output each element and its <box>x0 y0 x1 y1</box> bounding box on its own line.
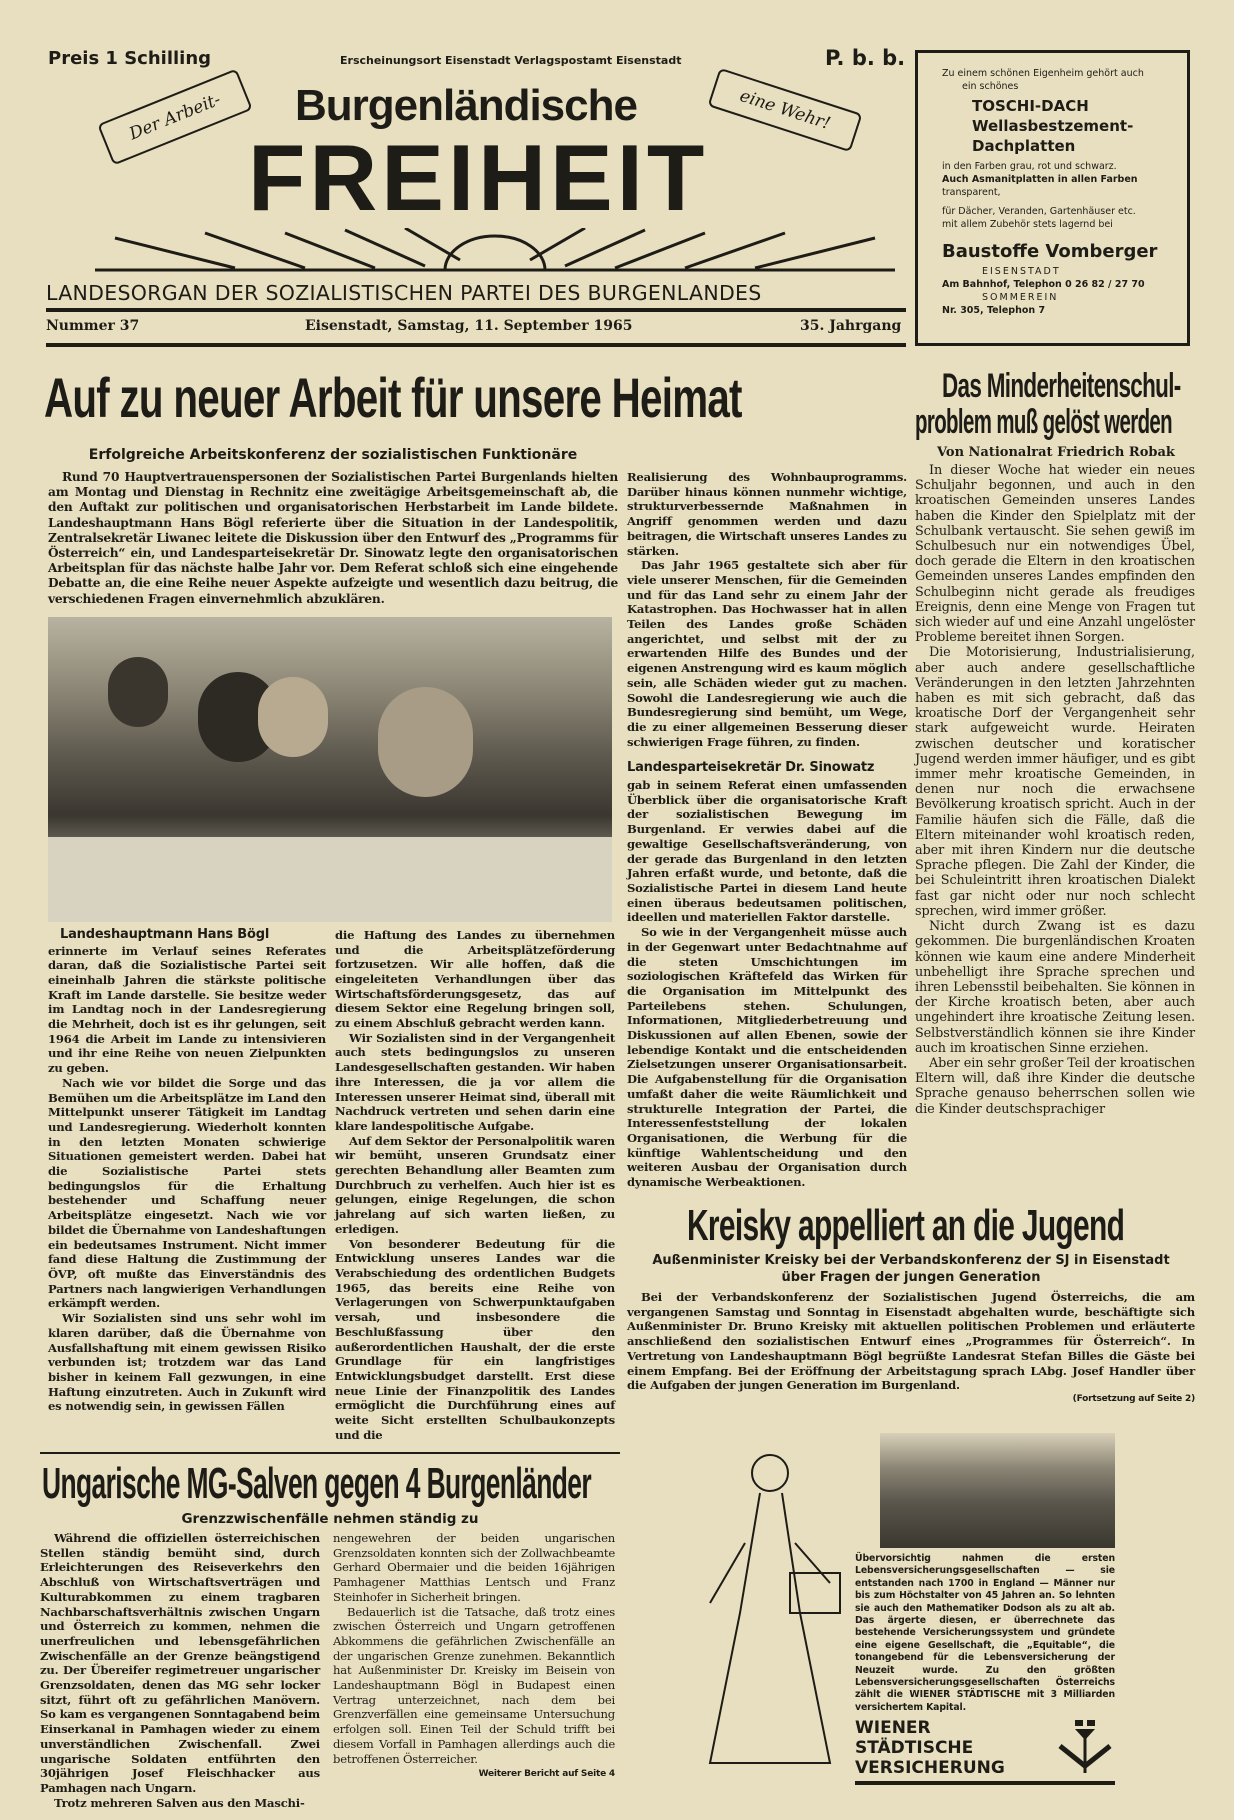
main-column-3 <box>627 470 907 1190</box>
ad-address: Nr. 305, Telephon 7 <box>942 305 1046 316</box>
hungary-headline: Ungarische MG-Salven gegen 4 Burgenländer <box>42 1459 592 1508</box>
paragraph: Trotz mehreren Salven aus den Maschi- <box>54 1795 305 1810</box>
ad-line: Auch Asmanitplatten in allen Farben <box>942 174 1138 185</box>
main-lead <box>48 470 618 607</box>
ad-line: transparent, <box>942 187 1001 198</box>
issue-number: Nummer 37 <box>46 318 140 334</box>
paragraph: Von besonderer Bedeutung für die Entwicklung unseres Landes war die Verabschiedung des ordentlichen Budgets 1965, das bereits eine Reihe von Verlagerungen von Schwerpunktaufgaben versah, und insbesondere die Beschlußfassung über den außerordentlichen Haushalt, der die erste Grundlage für ein langfristiges Entwicklungsbudget darstellt. Erst diese neue Linie der Finanzpolitik des Landes ermöglicht die Durchführung eines auf weite Sicht erstellten Schulbaukonzepts und die <box>335 1236 615 1442</box>
minority-byline: Von Nationalrat Friedrich Robak <box>937 445 1175 460</box>
ad-brand: Dachplatten <box>972 137 1076 155</box>
main-subhead: Erfolgreiche Arbeitskonferenz der sozialistischen Funktionäre <box>88 447 578 463</box>
paragraph: nengewehren der beiden ungarischen Grenzsoldaten konnten sich der Zollwachbeamte Gerhard Obermaier und die beiden 16jährigen Pamhagener Matthias Lentsch und Franz Steinhofer in Sicherheit bringen. <box>333 1531 615 1604</box>
ad-line: für Dächer, Veranden, Gartenhäuser etc. <box>942 206 1136 217</box>
sunrise-graphic <box>95 228 895 278</box>
ad-address: Am Bahnhof, Telephon 0 26 82 / 27 70 <box>942 279 1145 290</box>
paragraph: erinnerte im Verlauf seines Referates daran, daß die Sozialistische Partei seit eineinhalb Jahren die stärkste politische Kraft im Lande darstelle. Sie besitze weder im Landtag noch in der Landesregierung die Mehrheit, doch ist es ihr gelungen, seit 1964 die Arbeit im Lande zu intensivieren und ihr eine Reihe von neuen Zielpunkten zu geben. <box>48 943 326 1076</box>
ad-wiener-staedtische <box>680 1413 1180 1785</box>
ad-intro: Zu einem schönen Eigenheim gehört auch <box>942 68 1144 79</box>
paragraph: gab in seinem Referat einen umfassenden Überblick über die organisatorische Kraft der sozialistischen Bewegung im Burgenland. Er verwies dabei auf die gewaltige Gesellschaftsveränderung, von der gerade das Burgenland in den letzten Jahren erfaßt wurde, und betonte, daß die Sozialistische Partei in diesem Land heute einen überaus bedeutsamen politischen, ideellen und materiellen Faktor darstelle. <box>627 778 907 925</box>
divider <box>855 1781 1115 1785</box>
ad-line: mit allem Zubehör stets lagernd bei <box>942 219 1113 230</box>
minority-headline: problem muß gelöst werden <box>915 403 1173 441</box>
paragraph: In dieser Woche hat wieder ein neues Schuljahr begonnen, und auch in den kroatischen Gemeinden unseres Landes haben die Kinder den Spielplatz mit der Schulbank vertauscht. Sie sehen gewiß im Schulbesuch nur ein notwendiges Übel, doch gerade die Eltern in den kroatischen Gemeinden unseres Landes empfinden den Schulbeginn nicht gerade als freudiges Ereignis, denn eine Menge von Fragen tut sich wieder auf und eine Anzahl ungelöster Probleme bereitet ihnen Sorgen. <box>915 463 1195 646</box>
paragraph: So wie in der Vergangenheit müsse auch in der Gegenwart unter Bedachtnahme auf die steten Umschichtungen im soziologischen Kräftefeld das Wirken für die Organisation im Mittelpunkt des Parteilebens stehen. Schulungen, Informationen, Mitgliederbetreuung und Diskussionen auf allen Ebenen, sowie der lebendige Kontakt und die entscheidenden Zielsetzungen unserer Organisationsarbeit. Die Aufgabenstellung für die Organisation umfaßt daher die weite Räumlichkeit und strukturelle Integration der Partei, die Interessenfeststellung der lokalen Organisationen, die Werbung für die künftige Wahlentscheidung und den weiteren Ausbau der Organisation durch dynamische Werbeaktionen. <box>627 925 907 1190</box>
paragraph: Aber ein sehr großer Teil der kroatischen Eltern will, daß ihre Kinder die deutsche Sprache genauso beherrschen sollen wie die Kinder deutschsprachiger <box>915 1055 1195 1117</box>
kreisky-continued: (Fortsetzung auf Seite 2) <box>1072 1393 1195 1404</box>
main-article-body <box>48 470 618 1442</box>
main-headline: Auf zu neuer Arbeit für unsere Heimat <box>44 366 742 429</box>
ribbon-left <box>97 69 253 166</box>
lead-paragraph: Rund 70 Hauptvertrauenspersonen der Sozialistischen Partei Burgenlands hielten am Montag und Dienstag in Rechnitz eine zweitägige Arbeitsgemeinschaft ab, die den Auftakt zur politischen und organisatorischen Herbstarbeit im Lande bildete. Landeshauptmann Hans Bögl referierte über die Situation in der Landespolitik, Zentralsekretär Liwanec leitete die Diskussion über den Entwurf des „Programms für Österreich“ ein, und Landesparteisekretär Dr. Sinowatz legte den organisatorischen Arbeitsplan für das nächste halbe Jahr vor. Dem Referat schloß sich eine eingehende Debatte an, die eine Reihe neuer Aspekte aufzeigte und wesentlich dazu beitrug, die verschiedenen Fragen einvernehmlich abzuklären. <box>48 470 618 606</box>
kreisky-subhead: über Fragen der jungen Generation <box>781 1270 1041 1285</box>
minority-column <box>915 463 1195 1117</box>
castle-photo <box>880 1433 1115 1548</box>
paragraph: Die Motorisierung, Industrialisierung, aber auch andere gesellschaftliche Veränderungen in den letzten Jahrzehnten haben es mit sich gebracht, daß das kroatische Dorf der Vergangenheit sehr stark aufgeweicht wurde. Heiraten zwischen deutscher und koratischer Jugend werden immer häufiger, und es gibt immer mehr kroatische Gemeinden, in denen nur noch die erwachsene Bevölkerung kroatisch spricht. Auch in der Familie häufen sich die Fälle, daß die Eltern miteinander wohl kroatisch reden, aber mit ihren Kindern nur die deutsche Sprache pflegen. Die Zahl der Kinder, die bei Schuleintritt ihren kroatischen Dialekt fast gar nicht oder nur noch schlecht sprechen, wird immer größer. <box>915 645 1195 919</box>
ad-line: in den Farben grau, rot und schwarz. <box>942 161 1117 172</box>
price: Preis 1 Schilling <box>48 48 212 69</box>
ad-text: Übervorsichtig nahmen die ersten Lebensversicherungsgesellschaften — sie entstanden nach 1700 in England — Männer nur bis zum Höchstalter von 45 Jahren an. So lehnten sie auch den Mathematiker Dodson als zu alt ab. Das ärgerte diesen, er überrechnete das bestehende Versicherungssystem und gründete eine eigene Gesellschaft, die „Equitable“, die tonangebend für die Lebensversicherung der Neuzeit wurde. Zu den größten Lebensversicherungsgesellschaften Österreichs zählt die WIENER STÄDTISCHE mit 3 Milliarden versichertem Kapital. <box>855 1553 1115 1713</box>
kreisky-article <box>627 1202 1195 1405</box>
tagline: LANDESORGAN DER SOZIALISTISCHEN PARTEI DES BURGENLANDES <box>46 281 762 305</box>
ribbon-right-text: eine Wehr! <box>737 85 833 135</box>
hungary-continued: Weiterer Bericht auf Seite 4 <box>478 1769 615 1780</box>
ad-brand: WIENER <box>855 1718 931 1739</box>
photo-conference <box>48 617 612 922</box>
title-top: Burgenländische <box>295 81 637 130</box>
kreisky-subhead: Außenminister Kreisky bei der Verbandskonferenz der SJ in Eisenstadt <box>652 1253 1170 1268</box>
issue-date: Eisenstadt, Samstag, 11. September 1965 <box>305 318 633 334</box>
wiener-staedtische-logo-icon <box>1055 1718 1115 1778</box>
volume: 35. Jahrgang <box>800 318 902 334</box>
minority-headline: Das Minderheitenschul- <box>942 367 1181 405</box>
ribbon-left-text: Der Arbeit- <box>126 89 224 145</box>
ad-city: SOMMEREIN <box>982 292 1059 303</box>
paragraph: Realisierung des Wohnbauprogramms. Darüber hinaus können nunmehr wichtige, strukturverbessernde Maßnahmen in Angriff genommen werden und dazu beitragen, die Wirtschaft unseres Landes zu stärken. <box>627 470 907 558</box>
newspaper-title: FREIHEIT <box>248 125 709 230</box>
main-column-1 <box>48 928 326 1414</box>
pbb: P. b. b. <box>825 46 906 70</box>
ad-company: Baustoffe Vomberger <box>942 241 1158 262</box>
ad-intro: ein schönes <box>962 81 1019 92</box>
hungary-column-1 <box>40 1531 320 1810</box>
divider <box>46 343 906 347</box>
paragraph: Nach wie vor bildet die Sorge und das Bemühen um die Arbeitsplätze im Land den Mittelpunkt unserer Tätigkeit im Landtag und Landesregierung. Wiederholt konnten in den letzten Monaten schwierige Situationen gemeistert werden. Dabei hat die Sozialistische Partei stets bedingungslos für die Erhaltung bestehender und Schaffung neuer Arbeitsplätze eingesetzt. Nach wie vor bildet die Übernahme von Landeshaftungen ein bedeutsames Instrument. Nicht immer fand diese Haltung die Zustimmung der ÖVP, oft mußte das Einverständnis des Partners nach langwierigen Verhandlungen erkämpft werden. <box>48 1075 326 1311</box>
paragraph: Nicht durch Zwang ist es dazu gekommen. Die burgenländischen Kroaten können wie kaum eine andere Minderheit unbehelligt ihre Sprache sprechen und ihren Lebensstil beibehalten. Sie können in der Kirche kroatisch beten, aber auch ungehindert ihre kroatische Zeitung lesen. Selbstverständlich können sie ihre Kinder auch im kroatischen Sinne erziehen. <box>915 919 1195 1056</box>
paragraph: Wir Sozialisten sind in der Vergangenheit auch stets bedingungslos zu unseren Landesgesellschaften gestanden. Wir haben ihre Interessen, die ja vor allem die Interessen unserer Heimat sind, überall mit Nachdruck vertreten und sehen darin eine klare landespolitische Aufgabe. <box>335 1030 615 1133</box>
ribbon-right <box>707 68 862 152</box>
paragraph: Bei der Verbandskonferenz der Sozialistischen Jugend Österreichs, die am vergangenen Samstag und Sonntag in Eisenstadt abgehalten wurde, beschäftigte sich Außenminister Dr. Bruno Kreisky mit aktuellen politischen Problemen und erläuterte anschließend den sozialistischen Entwurf eines „Programmes für Österreich“. In Vertretung von Landeshauptmann Bögl begrüßte Landesrat Stefan Billes die Gäste bei einem Empfang. Bei der Eröffnung der Arbeitstagung sprach LAbg. Josef Handler über die Aufgaben der jungen Generation im Burgenland. <box>627 1290 1195 1393</box>
hungary-subhead: Grenzzwischenfälle nehmen ständig zu <box>181 1511 479 1527</box>
ad-brand: Wellasbestzement- <box>972 117 1134 135</box>
kreisky-text <box>627 1290 1195 1405</box>
rococo-figure-illustration <box>680 1433 850 1783</box>
kreisky-headline: Kreisky appelliert an die Jugend <box>687 1201 1125 1250</box>
ad-toschi-dach <box>915 50 1190 346</box>
ad-brand: STÄDTISCHE <box>855 1738 974 1759</box>
paragraph: die Haftung des Landes zu übernehmen und die Arbeitsplätzeförderung fortzusetzen. Wir alle hoffen, daß die eingeleiteten Verhandlungen über das Wirtschaftsförderungsgesetz, das auf diesem Sektor eine Regelung bringen soll, zu einem Abschluß gebracht werden kann. <box>335 927 615 1031</box>
paragraph: Wir Sozialisten sind uns sehr wohl im klaren darüber, daß die Übernahme von Ausfallshaftung mit einem gewissen Risiko verbunden ist; trotzdem war das Land bisher in keinem Fall gezwungen, in eine Haftung einzutreten. Auch in Zukunft wird es notwendig sein, in gewissen Fällen <box>48 1311 326 1414</box>
ad-brand: TOSCHI-DACH <box>972 97 1089 115</box>
column-subhead: Landeshauptmann Hans Bögl <box>60 926 270 942</box>
paragraph: Bedauerlich ist die Tatsache, daß trotz eines zwischen Österreich und Ungarn getroffenen Abkommens die gefährlichen Zwischenfälle an der ungarischen Grenze zunehmen. Bekanntlich hat Außenminister Dr. Kreisky im Beisein von Landeshauptmann Bögl in Budapest einen Vertrag unterzeichnet, nach dem bei Grenzverfällen eine gemeinsame Untersuchung erfolgen soll. Einen Teil der Schuld trifft bei diesem Vorfall in Pamhagen allerdings auch die betroffenen Österreicher. <box>333 1604 615 1766</box>
publication-place: Erscheinungsort Eisenstadt Verlagspostamt Eisenstadt <box>340 54 682 67</box>
ad-city: EISENSTADT <box>982 266 1061 277</box>
paragraph: Das Jahr 1965 gestaltete sich aber für viele unserer Menschen, für die Gemeinden und für das Land sehr zu einem Jahr der Katastrophen. Das Hochwasser hat in allen Teilen des Landes große Schäden angerichtet, und selbst mit der zu erwartenden Hilfe des Bundes und der eigenen Anstrengung wird es kaum möglich sein, alle Schäden wieder gut zu machen. Sowohl die Landesregierung wie auch die Bundesregierung sind bemüht, um Wege, die zu einer allgemeinen Besserung dieser schwierigen Frage führen, zu finden. <box>627 558 907 749</box>
divider <box>46 308 906 312</box>
ad-brand: VERSICHERUNG <box>855 1758 1005 1779</box>
paragraph: Auf dem Sektor der Personalpolitik waren wir bemüht, unseren Grundsatz einer gerechten Behandlung aller Beamten zum Durchbruch zu verhelfen. Auch hier ist es gelungen, einige Regelungen, die schon jahrelang auf sich warten ließen, zu erledigen. <box>335 1133 615 1236</box>
hungary-article <box>40 1452 620 1810</box>
column-subhead: Landesparteisekretär Dr. Sinowatz <box>627 760 875 776</box>
main-column-2 <box>335 928 615 1443</box>
paragraph: Während die offiziellen österreichischen Stellen ständig bemüht sind, durch Erleichterungen des Reiseverkehrs den Abschluß von Wirtschaftsverträgen und Kulturabkommen zu einem tragbaren Nachbarschaftsverhältnis zwischen Ungarn und Österreich zu kommen, nehmen die unerfreulichen und lebensgefährlichen Zwischenfälle an der Grenze beängstigend zu. Der Übereifer regimetreuer ungarischer Grenzsoldaten, denen das MG sehr locker sitzt, führt oft zu gefährlichen Manövern. So kam es vergangenen Sonntagabend beim Einserkanal in Pamhagen wieder zu einem unverständlichen Zwischenfall. Zwei ungarische Soldaten entführten den 30jährigen Josef Fleischhacker aus Pamhagen nach Ungarn. <box>40 1531 320 1795</box>
minority-article <box>915 368 1195 1117</box>
hungary-column-2 <box>333 1531 615 1780</box>
